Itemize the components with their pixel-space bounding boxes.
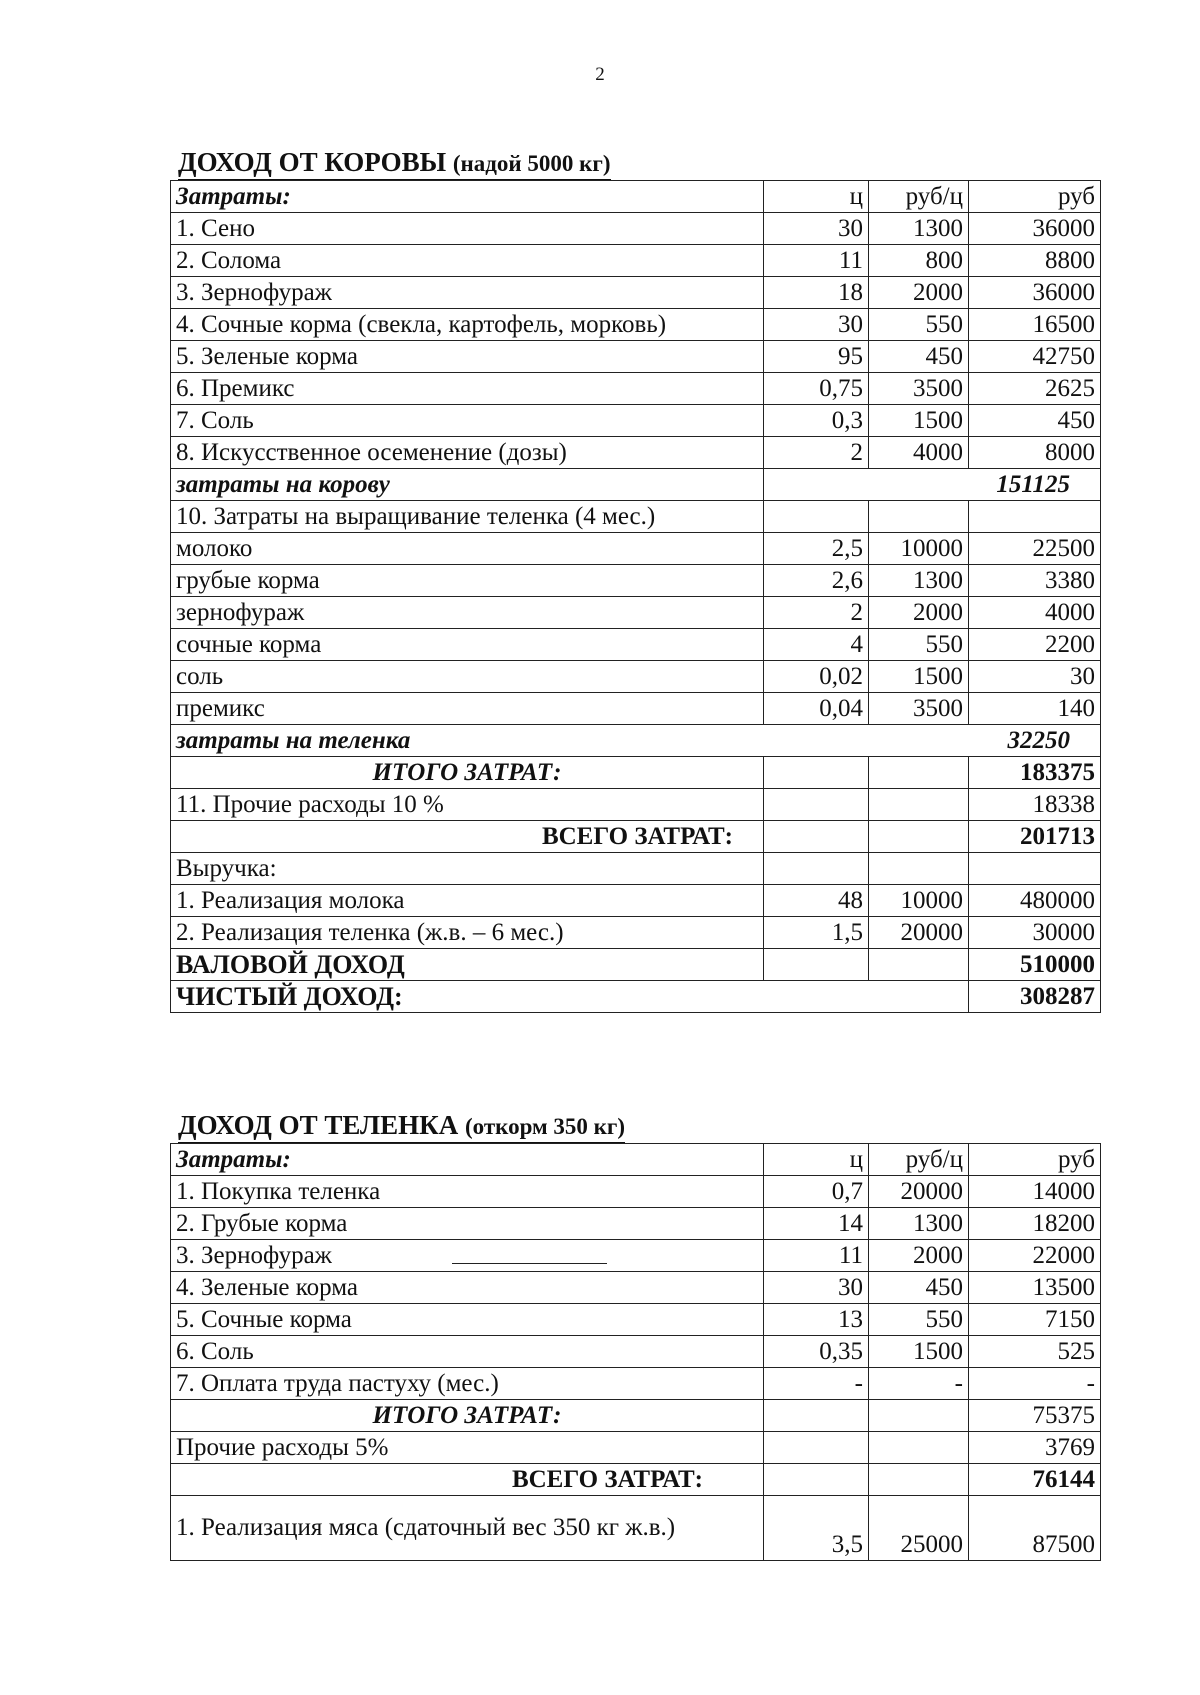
row-sum: 18200 <box>969 1208 1101 1240</box>
row-quantity: 0,02 <box>764 661 869 693</box>
vsego-value: 76144 <box>969 1464 1101 1496</box>
row-quantity: - <box>764 1368 869 1400</box>
row-name: 2. Реализация теленка (ж.в. – 6 мес.) <box>171 917 764 949</box>
row-price: 1500 <box>869 1336 969 1368</box>
table-header-row <box>171 181 1101 213</box>
vsego-label: ВСЕГО ЗАТРАТ: <box>171 821 764 853</box>
itogo-row <box>171 757 1101 789</box>
row-sum: 16500 <box>969 309 1101 341</box>
table-row <box>171 533 1101 565</box>
row-quantity: 30 <box>764 309 869 341</box>
row-price: 20000 <box>869 917 969 949</box>
row-price: 1300 <box>869 213 969 245</box>
row-sum: 36000 <box>969 213 1101 245</box>
row-quantity: 1,5 <box>764 917 869 949</box>
row-quantity: 2 <box>764 597 869 629</box>
row-name: премикс <box>171 693 764 725</box>
row-sum: 480000 <box>969 885 1101 917</box>
calf-subtitle: (откорм 350 кг) <box>464 1114 626 1139</box>
calf-rearing-label: 10. Затраты на выращивание теленка (4 мес.) <box>171 501 764 533</box>
calf-cost-value: 32250 <box>764 725 1101 757</box>
calf-cost-row <box>171 725 1101 757</box>
table-row <box>171 1336 1101 1368</box>
row-price: - <box>869 1368 969 1400</box>
calf-rearing-header-row <box>171 501 1101 533</box>
row-name: 1. Покупка теленка <box>171 1176 764 1208</box>
row-sum: 8000 <box>969 437 1101 469</box>
row-quantity: 30 <box>764 213 869 245</box>
header-sum: руб <box>969 181 1101 213</box>
table-row <box>171 885 1101 917</box>
vsego-label: ВСЕГО ЗАТРАТ: <box>171 1464 764 1496</box>
row-sum: 525 <box>969 1336 1101 1368</box>
row-price: 4000 <box>869 437 969 469</box>
row-quantity: 2 <box>764 437 869 469</box>
vsego-row <box>171 1464 1101 1496</box>
header-quantity: ц <box>764 1144 869 1176</box>
row-price: 550 <box>869 309 969 341</box>
row-price: 3500 <box>869 373 969 405</box>
table-row <box>171 341 1101 373</box>
row-name: 1. Сено <box>171 213 764 245</box>
row-quantity: 14 <box>764 1208 869 1240</box>
table-row <box>171 213 1101 245</box>
meat-sale-label: 1. Реализация мяса (сдаточный вес 350 кг ж.в.) <box>171 1496 764 1561</box>
table-row <box>171 565 1101 597</box>
table-header-row <box>171 1144 1101 1176</box>
table-row <box>171 1272 1101 1304</box>
vsego-row <box>171 821 1101 853</box>
row-sum: 4000 <box>969 597 1101 629</box>
row-quantity: 11 <box>764 245 869 277</box>
itogo-label: ИТОГО ЗАТРАТ: <box>171 757 764 789</box>
calf-title: ДОХОД ОТ ТЕЛЕНКА <box>178 1110 459 1140</box>
row-price: 10000 <box>869 885 969 917</box>
row-price: 1500 <box>869 405 969 437</box>
row-quantity: 0,3 <box>764 405 869 437</box>
gross-income-row <box>171 949 1101 981</box>
table-row <box>171 1240 1101 1272</box>
row-price: 2000 <box>869 277 969 309</box>
itogo-row <box>171 1400 1101 1432</box>
blank-fill-line <box>452 1249 607 1264</box>
table-row <box>171 917 1101 949</box>
table-row <box>171 597 1101 629</box>
row-name: 7. Соль <box>171 405 764 437</box>
row-name: 2. Грубые корма <box>171 1208 764 1240</box>
row-name: 5. Зеленые корма <box>171 341 764 373</box>
other-expenses-row <box>171 789 1101 821</box>
row-price: 1500 <box>869 661 969 693</box>
row-sum: 36000 <box>969 277 1101 309</box>
row-quantity: 0,7 <box>764 1176 869 1208</box>
row-quantity: 0,35 <box>764 1336 869 1368</box>
row-sum: 30 <box>969 661 1101 693</box>
table-row <box>171 277 1101 309</box>
row-quantity: 18 <box>764 277 869 309</box>
row-price: 450 <box>869 341 969 373</box>
row-sum: 22000 <box>969 1240 1101 1272</box>
row-quantity: 30 <box>764 1272 869 1304</box>
table-row <box>171 1368 1101 1400</box>
row-price: 2000 <box>869 1240 969 1272</box>
gross-income-label: ВАЛОВОЙ ДОХОД <box>171 949 764 981</box>
header-price: руб/ц <box>869 1144 969 1176</box>
revenue-label: Выручка: <box>171 853 764 885</box>
row-sum: 7150 <box>969 1304 1101 1336</box>
table-row <box>171 437 1101 469</box>
row-name: 6. Премикс <box>171 373 764 405</box>
table-row <box>171 245 1101 277</box>
meat-sale-sum: 87500 <box>969 1496 1101 1561</box>
row-name: 6. Соль <box>171 1336 764 1368</box>
other-expenses-value: 3769 <box>969 1432 1101 1464</box>
row-name: зернофураж <box>171 597 764 629</box>
row-price: 20000 <box>869 1176 969 1208</box>
row-price: 3500 <box>869 693 969 725</box>
row-sum: 3380 <box>969 565 1101 597</box>
table-row <box>171 629 1101 661</box>
header-label: Затраты: <box>171 1144 764 1176</box>
page-number: 2 <box>595 64 605 85</box>
row-name: грубые корма <box>171 565 764 597</box>
row-quantity: 95 <box>764 341 869 373</box>
row-sum: 42750 <box>969 341 1101 373</box>
row-price: 1300 <box>869 1208 969 1240</box>
row-name: 8. Искусственное осеменение (дозы) <box>171 437 764 469</box>
row-quantity: 4 <box>764 629 869 661</box>
other-expenses-label: 11. Прочие расходы 10 % <box>171 789 764 821</box>
cow-income-table <box>170 180 1101 1013</box>
row-sum: 450 <box>969 405 1101 437</box>
calf-cost-label: затраты на теленка <box>171 725 764 757</box>
row-name <box>171 1240 764 1272</box>
cow-cost-value: 151125 <box>764 469 1101 501</box>
table-row <box>171 1208 1101 1240</box>
row-name: 4. Сочные корма (свекла, картофель, морковь) <box>171 309 764 341</box>
calf-section-title <box>178 1110 625 1144</box>
row-quantity: 0,75 <box>764 373 869 405</box>
row-sum: 2625 <box>969 373 1101 405</box>
meat-sale-row <box>171 1496 1101 1561</box>
row-name: 1. Реализация молока <box>171 885 764 917</box>
row-quantity: 48 <box>764 885 869 917</box>
row-sum: 22500 <box>969 533 1101 565</box>
row-quantity: 2,6 <box>764 565 869 597</box>
row-sum: 8800 <box>969 245 1101 277</box>
row-price: 550 <box>869 1304 969 1336</box>
table-row <box>171 405 1101 437</box>
table-row <box>171 1304 1101 1336</box>
table-row <box>171 693 1101 725</box>
revenue-header-row <box>171 853 1101 885</box>
row-price: 2000 <box>869 597 969 629</box>
row-sum: 14000 <box>969 1176 1101 1208</box>
header-price: руб/ц <box>869 181 969 213</box>
cow-title: ДОХОД ОТ КОРОВЫ <box>178 147 447 177</box>
table-row <box>171 1176 1101 1208</box>
row-name: сочные корма <box>171 629 764 661</box>
header-label: Затраты: <box>171 181 764 213</box>
cow-cost-row <box>171 469 1101 501</box>
cow-cost-label: затраты на корову <box>171 469 764 501</box>
row-sum: 30000 <box>969 917 1101 949</box>
gross-income-value: 510000 <box>969 949 1101 981</box>
row-quantity: 11 <box>764 1240 869 1272</box>
row-name: 2. Солома <box>171 245 764 277</box>
other-expenses-value: 18338 <box>969 789 1101 821</box>
row-sum: 2200 <box>969 629 1101 661</box>
row-price: 1300 <box>869 565 969 597</box>
row-quantity: 13 <box>764 1304 869 1336</box>
row-name: молоко <box>171 533 764 565</box>
row-sum: - <box>969 1368 1101 1400</box>
row-name: соль <box>171 661 764 693</box>
row-price: 10000 <box>869 533 969 565</box>
meat-sale-price: 25000 <box>869 1496 969 1561</box>
header-sum: руб <box>969 1144 1101 1176</box>
cow-subtitle: (надой 5000 кг) <box>452 151 611 176</box>
row-name: 4. Зеленые корма <box>171 1272 764 1304</box>
header-quantity: ц <box>764 181 869 213</box>
row-sum: 140 <box>969 693 1101 725</box>
row-price: 800 <box>869 245 969 277</box>
row-quantity: 0,04 <box>764 693 869 725</box>
itogo-value: 75375 <box>969 1400 1101 1432</box>
table-row <box>171 373 1101 405</box>
net-income-row <box>171 981 1101 1013</box>
itogo-label: ИТОГО ЗАТРАТ: <box>171 1400 764 1432</box>
itogo-value: 183375 <box>969 757 1101 789</box>
row-quantity: 2,5 <box>764 533 869 565</box>
row-name: 7. Оплата труда пастуху (мес.) <box>171 1368 764 1400</box>
calf-income-table <box>170 1143 1101 1561</box>
vsego-value: 201713 <box>969 821 1101 853</box>
net-income-value: 308287 <box>969 981 1101 1013</box>
row-price: 550 <box>869 629 969 661</box>
meat-sale-quantity: 3,5 <box>764 1496 869 1561</box>
table-row <box>171 309 1101 341</box>
row-price: 450 <box>869 1272 969 1304</box>
row-name: 3. Зернофураж <box>171 277 764 309</box>
row-name: 5. Сочные корма <box>171 1304 764 1336</box>
row-name-text: 3. Зернофураж <box>176 1241 332 1269</box>
table-row <box>171 661 1101 693</box>
net-income-label: ЧИСТЫЙ ДОХОД: <box>171 981 969 1013</box>
other-expenses-label: Прочие расходы 5% <box>171 1432 764 1464</box>
other-expenses-row <box>171 1432 1101 1464</box>
cow-section-title <box>178 147 611 181</box>
row-sum: 13500 <box>969 1272 1101 1304</box>
